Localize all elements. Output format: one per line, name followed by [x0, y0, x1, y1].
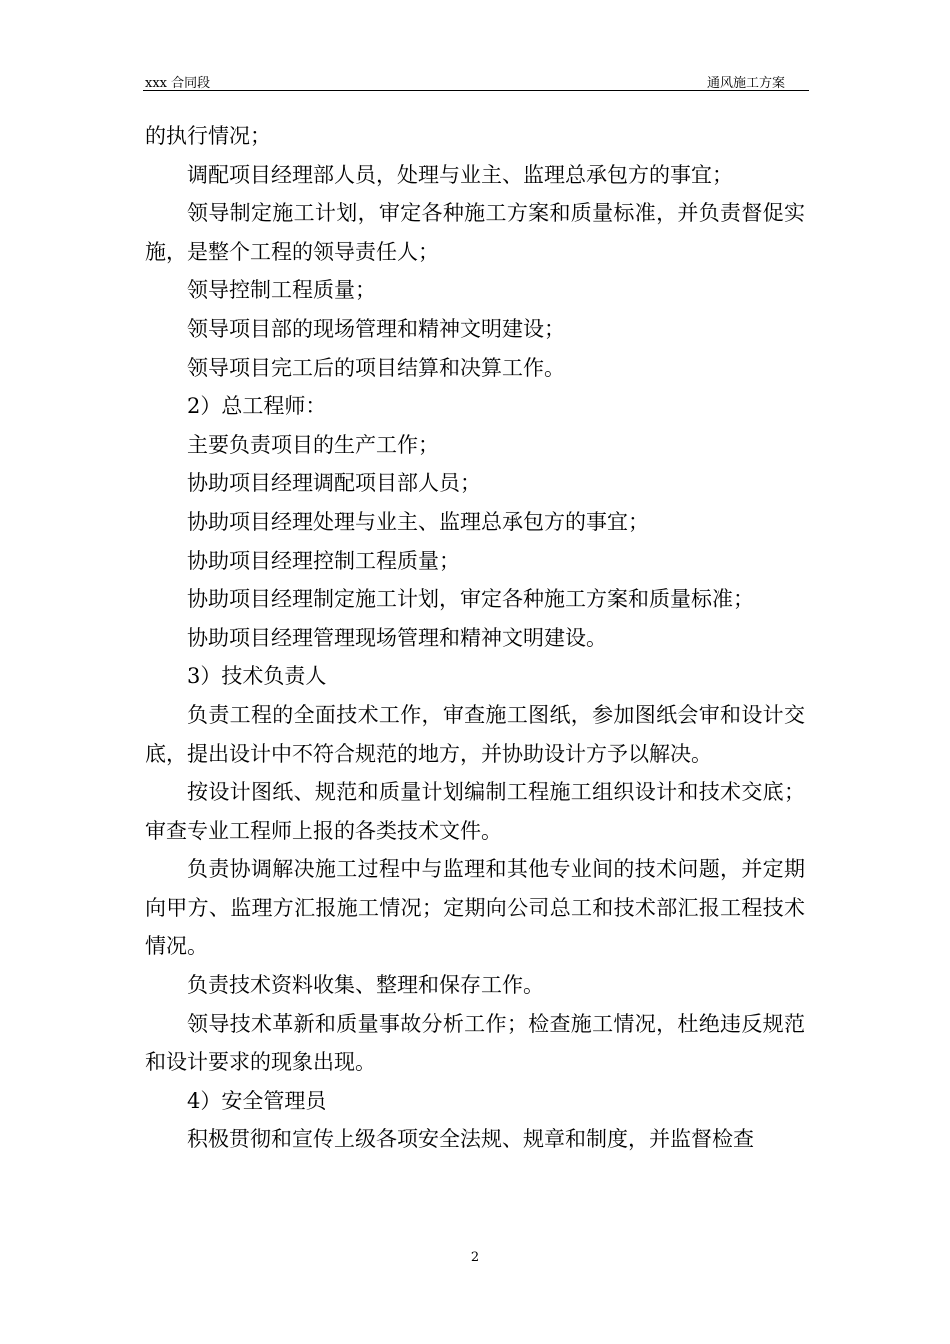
paragraph: 协助项目经理制定施工计划，审定各种施工方案和质量标准； — [187, 587, 754, 612]
paragraph: 协助项目经理处理与业主、监理总承包方的事宜； — [187, 509, 649, 534]
page-number: 2 — [470, 1250, 480, 1265]
section-heading-safety-manager: 4）安全管理员 — [187, 1088, 327, 1113]
paragraph: 协助项目经理控制工程质量； — [187, 548, 460, 573]
paragraph: 领导项目部的现场管理和精神文明建设； — [187, 316, 565, 341]
paragraph: 积极贯彻和宣传上级各项安全法规、规章和制度，并监督检查 — [187, 1127, 754, 1152]
paragraph: 协助项目经理调配项目部人员； — [187, 471, 481, 496]
paragraph: 协助项目经理管理现场管理和精神文明建设。 — [187, 625, 607, 650]
section-heading-technical-lead: 3）技术负责人 — [187, 664, 327, 689]
paragraph: 负责工程的全面技术工作，审查施工图纸，参加图纸会审和设计交底，提出设计中不符合规范的地方，并协助设计方予以解决。 — [145, 702, 805, 766]
paragraph-continuation: 的执行情况； — [145, 124, 271, 148]
page-header — [143, 70, 809, 91]
paragraph: 领导项目完工后的项目结算和决算工作。 — [187, 355, 565, 380]
paragraph: 按设计图纸、规范和质量计划编制工程施工组织设计和技术交底；审查专业工程师上报的各类技术文件。 — [145, 780, 805, 843]
paragraph: 调配项目经理部人员，处理与业主、监理总承包方的事宜； — [187, 162, 733, 187]
paragraph: 负责技术资料收集、整理和保存工作。 — [187, 973, 544, 998]
paragraph: 领导技术革新和质量事故分析工作；检查施工情况，杜绝违反规范和设计要求的现象出现。 — [145, 1011, 805, 1075]
document-body — [145, 117, 805, 1159]
header-document-title: 通风施工方案 — [706, 76, 785, 91]
header-contract-section: xxx 合同段 — [145, 76, 211, 91]
paragraph: 负责协调解决施工过程中与监理和其他专业间的技术问题，并定期向甲方、监理方汇报施工情况；定期向公司总工和技术部汇报工程技术情况。 — [145, 857, 805, 959]
paragraph: 主要负责项目的生产工作； — [187, 432, 439, 457]
paragraph: 领导制定施工计划，审定各种施工方案和质量标准，并负责督促实施，是整个工程的领导责任人； — [145, 201, 805, 264]
paragraph: 领导控制工程质量； — [187, 278, 376, 303]
section-heading-chief-engineer: 2）总工程师： — [187, 394, 327, 419]
